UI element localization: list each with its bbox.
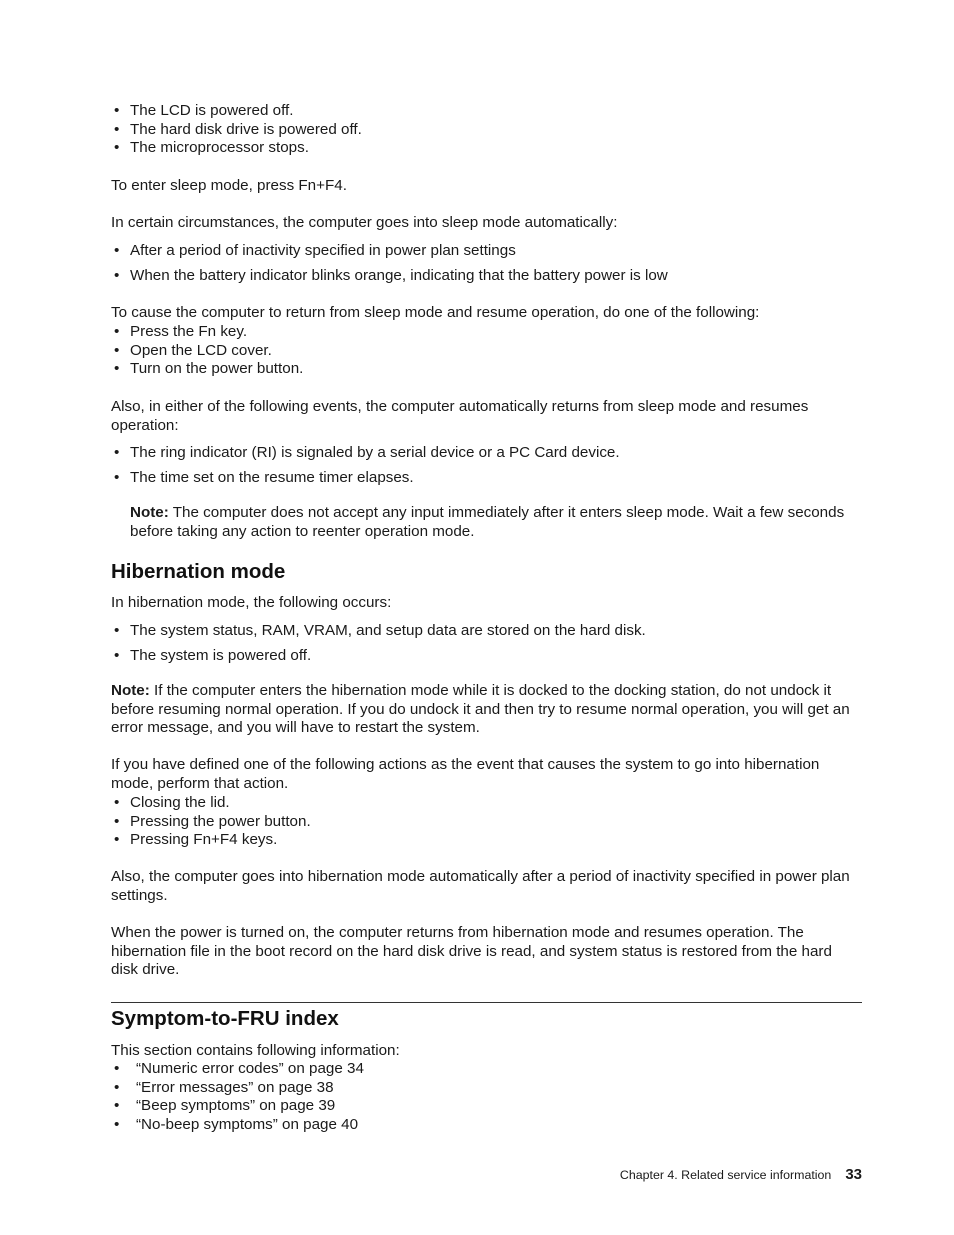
hibernation-auto-text: Also, the computer goes into hibernation mode automatically after a period of inactivity specified in power plan settings. [111, 868, 850, 904]
list-item: • The microprocessor stops. [111, 139, 863, 158]
link-beep-symptoms[interactable]: • “Beep symptoms” on page 39 [111, 1097, 863, 1116]
fru-heading: Symptom-to-FRU index [111, 1007, 339, 1030]
note-label: Note: [111, 682, 150, 699]
footer-chapter: Chapter 4. Related service information [619, 1168, 832, 1182]
section-divider [111, 1002, 862, 1003]
list-item: • Press the Fn key. [111, 323, 863, 342]
enter-sleep-text: To enter sleep mode, press Fn+F4. [111, 177, 347, 194]
list-item: • The LCD is powered off. [111, 102, 863, 121]
auto-resume-intro: Also, in either of the following events, the computer automatically returns from sleep mode and resumes operation: [111, 398, 809, 434]
sleep-effects-list [111, 102, 863, 158]
link-error-messages[interactable]: • “Error messages” on page 38 [111, 1079, 863, 1098]
hibernation-note [111, 682, 863, 738]
list-item: • The system is powered off. [111, 647, 863, 666]
list-item: • The ring indicator (RI) is signaled by a serial device or a PC Card device. [111, 444, 863, 463]
hibernation-list [111, 622, 863, 672]
list-item: • Pressing Fn+F4 keys. [111, 831, 863, 850]
link-no-beep-symptoms[interactable]: • “No-beep symptoms” on page 40 [111, 1116, 863, 1135]
resume-list [111, 323, 863, 379]
resume-intro: To cause the computer to return from sleep mode and resume operation, do one of the following: [111, 304, 760, 321]
list-item: • Open the LCD cover. [111, 342, 863, 361]
note-label: Note: [130, 504, 169, 521]
fru-links-list [111, 1060, 863, 1134]
sleep-note [130, 504, 850, 541]
hibernation-heading: Hibernation mode [111, 560, 286, 583]
auto-resume-list [111, 444, 863, 494]
list-item: • Turn on the power button. [111, 360, 863, 379]
hibernation-intro: In hibernation mode, the following occurs: [111, 594, 392, 611]
list-item: • The system status, RAM, VRAM, and setup data are stored on the hard disk. [111, 622, 863, 641]
list-item: • The hard disk drive is powered off. [111, 121, 863, 140]
note-text: If the computer enters the hibernation mode while it is docked to the docking station, do not undock it before resuming normal operation. If you do undock it and then try to resume normal operation, you will get an error message, and you will have to restart the system. [111, 682, 850, 737]
list-item: • Closing the lid. [111, 794, 863, 813]
fru-intro: This section contains following information: [111, 1042, 400, 1059]
note-text: The computer does not accept any input immediately after it enters sleep mode. Wait a few seconds before taking any action to reenter operation mode. [130, 504, 845, 540]
auto-sleep-intro: In certain circumstances, the computer goes into sleep mode automatically: [111, 214, 618, 231]
auto-sleep-list [111, 242, 863, 292]
list-item: • The time set on the resume timer elapses. [111, 469, 863, 488]
page-footer [620, 1166, 862, 1185]
hibernation-resume-text: When the power is turned on, the computer returns from hibernation mode and resumes operation. The hibernation file in the boot record on the hard disk drive is read, and system status is restored from the hard disk drive. [111, 924, 832, 979]
hibernation-actions-list [111, 794, 863, 850]
page-number: 33 [845, 1166, 862, 1183]
list-item: • When the battery indicator blinks orange, indicating that the battery power is low [111, 267, 863, 286]
list-item: • Pressing the power button. [111, 813, 863, 832]
list-item: • After a period of inactivity specified in power plan settings [111, 242, 863, 261]
link-numeric-error-codes[interactable]: • “Numeric error codes” on page 34 [111, 1060, 863, 1079]
hibernation-defined-intro: If you have defined one of the following actions as the event that causes the system to go into hibernation mode, perform that action. [111, 756, 820, 792]
